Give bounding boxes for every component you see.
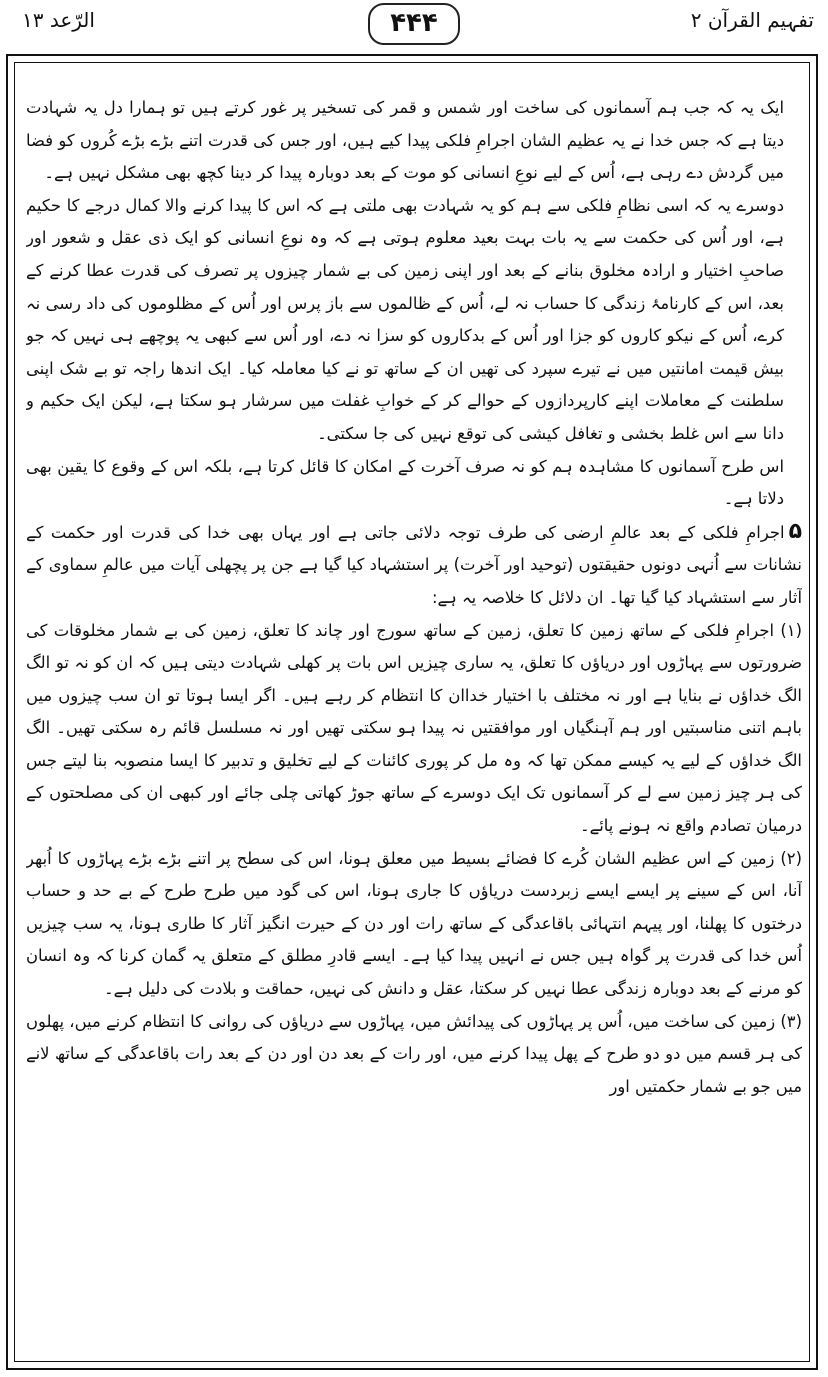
footnote-number: ۵ <box>788 518 802 544</box>
footnote-paragraph: (۲) زمین کے اس عظیم الشان کُرے کا فضائے بسیط میں معلق ہونا، اس کی سطح پر اتنے بڑے بڑے پہاڑوں کا اُبھر آنا، اس کے سینے پر ایسے ایسے زبردست دریاؤں کا جاری ہونا، اس کی گود میں طرح طرح کے بے حد و حساب درختوں کا پھلنا، اور پیہم انتہائی باقاعدگی کے ساتھ رات اور دن کے حیرت انگیز آثار کا طاری ہونا، یہ سب چیزیں اُس خدا کی قدرت پر گواہ ہیں جس نے انہیں پیدا کیا ہے۔ ایسے قادرِ مطلق کے متعلق یہ گمان کرنا کہ وہ انسان کو مرنے کے بعد دوبارہ زندگی عطا نہیں کر سکتا، عقل و دانش کی نہیں، حماقت و بلادت کی دلیل ہے۔ <box>26 848 802 999</box>
footnote-paragraph: (۱) اجرامِ فلکی کے ساتھ زمین کا تعلق، زمین کے ساتھ سورج اور چاند کا تعلق، زمین کی بے شمار مخلوقات کی ضرورتوں سے پہاڑوں اور دریاؤں کا تعلق، یہ ساری چیزیں اس بات پر کھلی شہادت دیتی ہیں کہ ان کو نہ تو الگ الگ خداؤں نے بنایا ہے اور نہ مختلف با اختیار خداان کا انتظام کر رہے ہیں۔ اگر ایسا ہوتا تو ان سب چیزوں میں باہم اتنی مناسبتیں اور ہم آہنگیاں اور موافقتیں نہ پیدا ہو سکتی تھیں اور نہ مسلسل قائم رہ سکتی تھیں۔ الگ الگ خداؤں کے لیے یہ کیسے ممکن تھا کہ وہ مل کر پوری کائنات کے لیے تخلیق و تدبیر کا ایسا منصوبہ بنا لیتے جس کی ہر چیز زمین سے لے کر آسمانوں تک ایک دوسرے کے ساتھ جوڑ کھاتی چلی جائے اور کبھی ان کی مصلحتوں کے درمیان تصادم واقع نہ ہونے پائے۔ <box>26 620 802 836</box>
book-title: تفہیم القرآن ۲ <box>690 8 814 32</box>
page-number: ۴۴۴ <box>368 3 460 45</box>
page-header <box>0 0 828 52</box>
footnote-paragraph: (۳) زمین کی ساخت میں، اُس پر پہاڑوں کی پیدائش میں، پہاڑوں سے دریاؤں کی روانی کا انتظام کرنے میں، پھلوں کی ہر قسم میں دو دو طرح کے پھل پیدا کرنے میں، اور رات کے بعد دن اور دن کے بعد رات باقاعدگی کے ساتھ لانے میں جو بے شمار حکمتیں اور <box>26 1011 802 1096</box>
footnote-first-paragraph <box>26 516 802 615</box>
paragraph: اس طرح آسمانوں کا مشاہدہ ہم کو نہ صرف آخرت کے امکان کا قائل کرتا ہے، بلکہ اس کے وقوع کا یقین بھی دلاتا ہے۔ <box>26 456 784 509</box>
paragraph: ایک یہ کہ جب ہم آسمانوں کی ساخت اور شمس و قمر کی تسخیر پر غور کرتے ہیں تو ہمارا دل یہ شہادت دیتا ہے کہ جس خدا نے یہ عظیم الشان اجرامِ فلکی پیدا کیے ہیں، اور جس کی قدرت اتنے بڑے بڑے کُروں کو فضا میں گردش دے رہی ہے، اُس کے لیے نوعِ انسانی کو موت کے بعد دوبارہ پیدا کر دینا کچھ بھی مشکل نہیں ہے۔ <box>26 98 784 183</box>
surah-name: الرّعد ۱۳ <box>22 8 95 32</box>
paragraph: دوسرے یہ کہ اسی نظامِ فلکی سے ہم کو یہ شہادت بھی ملتی ہے کہ اس کا پیدا کرنے والا کمال درجے کا حکیم ہے، اور اُس کی حکمت سے یہ بات بہت بعید معلوم ہوتی ہے کہ وہ نوعِ انسانی کو ایک ذی عقل و شعور اور صاحبِ اختیار و ارادہ مخلوق بنانے کے بعد اور اپنی زمین کی بے شمار چیزوں پر تصرف کی قدرت عطا کرنے کے بعد، اس کے کارنامۂ زندگی کا حساب نہ لے، اُس کے ظالموں سے باز پرس اور اُس کے مظلوموں کی داد رسی نہ کرے، اُس کے نیکو کاروں کو جزا اور اُس کے بدکاروں کو سزا نہ دے، اور اُس سے کبھی یہ پوچھے ہی نہیں کہ جو بیش قیمت امانتیں میں نے تیرے سپرد کی تھیں ان کے ساتھ تو نے کیا معاملہ کیا۔ ایک اندھا راجہ تو بے شک اپنی سلطنت کے معاملات اپنے کارپردازوں کے حوالے کر کے خوابِ غفلت میں سرشار ہو سکتا ہے، لیکن ایک حکیم و دانا سے اس غلط بخشی و تغافل کیشی کی توقع نہیں کی جا سکتی۔ <box>26 195 784 443</box>
footnote-text: اجرامِ فلکی کے بعد عالمِ ارضی کی طرف توجہ دلائی جاتی ہے اور یہاں بھی خدا کی قدرت اور حکمت کے نشانات سے اُنہی دونوں حقیقتوں (توحید اور آخرت) پر استشہاد کیا گیا ہے جن پر پچھلی آیات میں عالمِ سماوی کے آثار سے استشہاد کیا گیا تھا۔ ان دلائل کا خلاصہ یہ ہے: <box>26 522 802 607</box>
page-content <box>26 92 802 1362</box>
